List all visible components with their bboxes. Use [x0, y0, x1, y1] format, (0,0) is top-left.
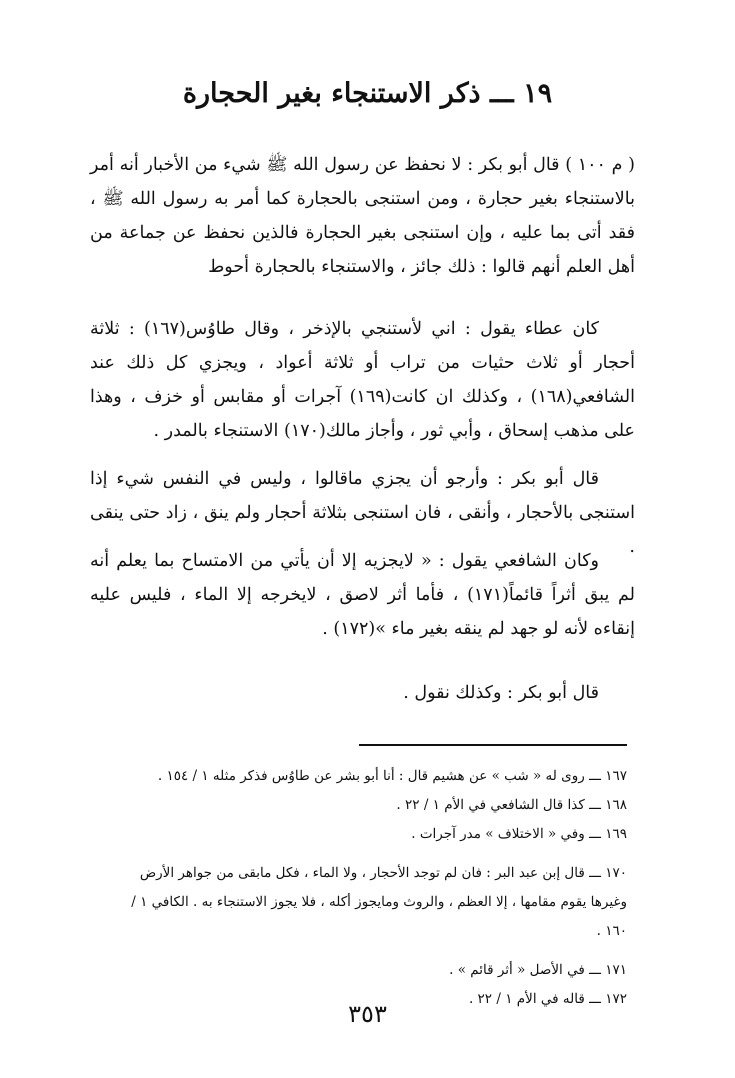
page-number: ٣٥٣	[348, 1000, 387, 1028]
paragraph-5-block	[90, 676, 635, 710]
paragraph-4: وكان الشافعي يقول : « لايجزيه إلا أن يأتي من الامتساح بما يعلم أنه لم يبق أثراً قائماً(١٧١) ، فأما أثر لاصق ، لايخرجه إلا الماء ، فليس عليه إنقاءه لأنه لو جهد لم ينقه بغير ماء »(١٧٢) .	[90, 551, 635, 639]
footnote-172: ١٧٢ ـــ قاله في الأم ١ / ٢٢ .	[468, 991, 627, 1007]
paragraph-5: قال أبو بكر : وكذلك نقول .	[403, 683, 599, 703]
footnote-167: ١٦٧ ـــ روى له « شب » عن هشيم قال : أنا أبو بشر عن طاوُس فذكر مثله ١ / ١٥٤ .	[157, 768, 627, 784]
paragraph-2-block	[90, 312, 635, 448]
paragraph-1: ( م ١٠٠ ) قال أبو بكر : لا نحفظ عن رسول الله ﷺ شيء من الأخبار أنه أمر بالاستنجاء بغير حجارة ، ومن استنجى بالحجارة كما أمر به رسول الله ﷺ ، فقد أتى بما عليه ، وإن استنجى بغير الحجارة فالذين نحفظ عن جماعة من أهل العلم أنهم قالوا : ذلك جائز ، والاستنجاء بالحجارة أحوط	[90, 155, 635, 277]
paragraph-2: كان عطاء يقول : اني لأستنجي بالإذخر ، وقال طاوُس(١٦٧) : ثلاثة أحجار أو ثلاث حثيات من تراب أو ثلاثة أعواد ، ويجزي كل ذلك عند الشافعي(١٦٨) ، وكذلك ان كانت(١٦٩) آجرات أو مقابس أو خزف ، وهذا على مذهب إسحاق ، وأبي ثور ، وأجاز مالك(١٧٠) الاستنجاء بالمدر .	[90, 319, 635, 441]
footnote-divider	[359, 744, 627, 746]
footnote-170: ١٧٠ ـــ قال إبن عبد البر : فان لم توجد الأحجار ، ولا الماء ، فكل مابقى من جواهر الأرض وغيرها يقوم مقامها ، إلا العظم ، والروث ومايجوز أكله ، فلا يجوز الاستنجاء به . الكافي ١ / ١٦٠ .	[131, 865, 627, 939]
footnotes	[107, 762, 627, 1014]
footnote-168: ١٦٨ ـــ كذا قال الشافعي في الأم ١ / ٢٢ .	[396, 797, 627, 813]
footnote-169: ١٦٩ ـــ وفي « الاختلاف » مدر آجرات .	[411, 826, 627, 842]
chapter-heading: ١٩ ـــ ذكر الاستنجاء بغير الحجارة	[182, 78, 553, 109]
footnote-171: ١٧١ ـــ في الأصل « أثر قائم » .	[449, 962, 627, 978]
paragraph-3: قال أبو بكر : وأرجو أن يجزي ماقالوا ، وليس في النفس شيء إذا استنجى بالأحجار ، وأنقى ، فان استنجى بثلاثة أحجار ولم ينق ، زاد حتى ينقى .	[90, 469, 635, 557]
paragraph-1-block	[90, 148, 635, 284]
paragraph-4-block	[90, 544, 635, 646]
